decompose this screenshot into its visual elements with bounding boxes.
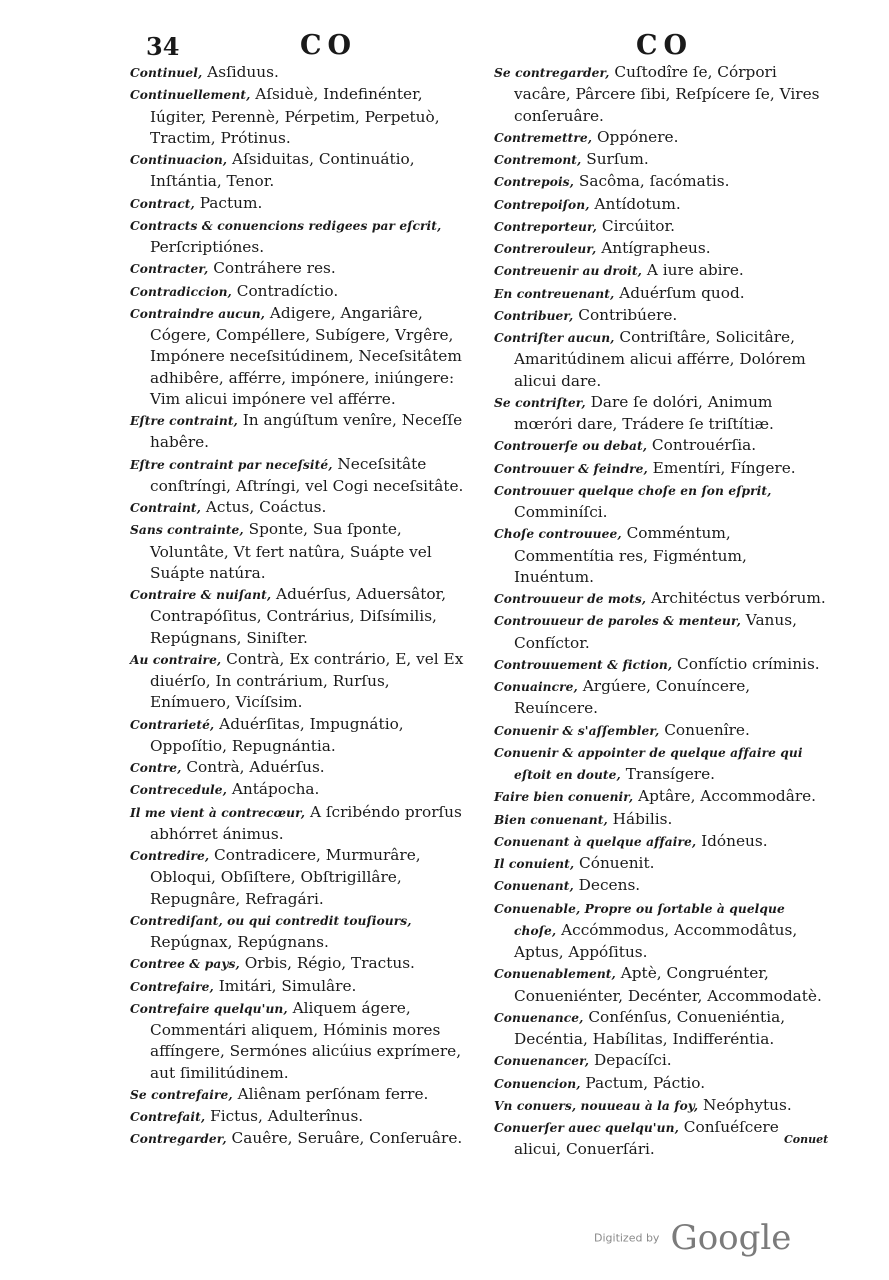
digitized-by-label: Digitized by — [594, 1231, 660, 1245]
entry-definition: Aſsiduè, Indefinénter, Iúgiter, Perennè, Pérpetim, Perpetuò, Tractim, Prótinus. — [150, 85, 440, 147]
entry-headword: Se contriſter, — [494, 395, 586, 410]
entry-headword: Contrepoiſon, — [494, 197, 590, 212]
entry-definition: Conſuéſcere alicui, Conuerſári. — [514, 1118, 779, 1159]
entry-headword: Conuenant à quelque affaire, — [494, 834, 697, 849]
dictionary-entry — [494, 480, 830, 524]
dictionary-entry — [130, 454, 468, 498]
entry-definition: Antígrapheus. — [596, 239, 711, 257]
entry-definition: Architéctus verbórum. — [646, 589, 826, 607]
entry-definition: Depacíſci. — [589, 1051, 672, 1070]
entry-definition: Aliênam perſónam ferre. — [232, 1084, 429, 1103]
dictionary-entry — [130, 953, 468, 975]
entry-definition: Aptâre, Accommodâre. — [633, 787, 817, 806]
entry-definition: Neceſsitâte conſtríngi, Aſtríngi, vel Cogi neceſsitâte. — [150, 454, 464, 495]
entry-definition: Conſénſus, Conueniéntia, Decéntia, Habílitas, Indifferéntia. — [514, 1007, 786, 1048]
dictionary-entry — [494, 171, 830, 193]
entry-definition: A ſcribéndo prorſus abhórret ánimus. — [150, 802, 462, 843]
dictionary-entry — [130, 410, 468, 454]
entry-definition: Comminíſci. — [514, 503, 608, 521]
entry-headword: Contreporteur, — [494, 219, 597, 234]
entry-headword: Conuenable, Propre ou ſortable à quelque choſe, — [494, 901, 785, 938]
dictionary-entry — [494, 963, 830, 1007]
entry-definition: Pactum. — [194, 193, 263, 212]
dictionary-entry — [494, 898, 830, 964]
entry-definition: Repúgnax, Repúgnans. — [150, 933, 329, 951]
catchword: Conuet — [784, 1133, 829, 1146]
entry-headword: Conuenir & s'aſſembler, — [494, 723, 660, 738]
dictionary-entry — [130, 1128, 468, 1150]
dictionary-entry — [494, 260, 830, 282]
dictionary-entry — [494, 435, 830, 457]
entry-definition: Vanus, Confíctor. — [514, 611, 797, 652]
entry-definition: Controuérſia. — [647, 436, 757, 455]
entry-definition: Oppónere. — [592, 127, 679, 146]
entry-definition: Ementíri, Fíngere. — [647, 458, 796, 477]
entry-headword: Contrediſant, ou qui contredit touſiours, — [130, 913, 412, 928]
entry-headword: Contremettre, — [494, 130, 593, 145]
dictionary-entry — [130, 303, 468, 410]
dictionary-entry — [130, 584, 468, 649]
entry-definition: Decens. — [573, 876, 641, 895]
dictionary-entry — [494, 305, 830, 327]
entry-headword: Conuenance, — [494, 1010, 584, 1025]
entry-definition: Contrà, Ex contrário, E, vel Ex diuérſo, In contrárium, Rurſus, Enímuero, Vicíſsim. — [150, 649, 464, 712]
dictionary-entry — [494, 853, 830, 875]
entry-headword: En contreuenant, — [494, 286, 615, 301]
entry-headword: Contrepois, — [494, 175, 574, 190]
dictionary-entry — [494, 1095, 830, 1117]
entry-headword: Contraint, — [130, 501, 202, 515]
google-logo: Google — [670, 1218, 792, 1258]
entry-definition: Accómmodus, Accommodâtus, Aptus, Appóſitus. — [514, 920, 798, 961]
entry-headword: Contrefait, — [130, 1110, 206, 1124]
dictionary-entry — [494, 523, 830, 588]
dictionary-entry — [130, 714, 468, 758]
entry-definition: Neóphytus. — [698, 1095, 792, 1114]
digitization-watermark — [594, 1218, 791, 1258]
entry-headword: Contract, — [130, 196, 195, 211]
entry-definition: Adigere, Angariâre, Cógere, Compéllere, Subígere, Vrgêre, Impónere neceſsitúdinem, Neceſsitâtem adhibêre, afférre, impónere, iniúngere: Vim alicui impónere vel afférre. — [150, 303, 462, 408]
entry-headword: Conuenancer, — [494, 1054, 590, 1069]
dictionary-entry — [494, 654, 830, 676]
dictionary-entry — [494, 62, 830, 127]
dictionary-entry — [494, 786, 830, 808]
dictionary-entry — [130, 519, 468, 584]
entry-headword: Se contregarder, — [494, 66, 610, 80]
dictionary-entry — [494, 742, 830, 787]
entry-definition: Aſsiduitas, Continuátio, Inſtántia, Tenor. — [150, 150, 415, 191]
entry-headword: Contrefaire quelqu'un, — [130, 1001, 288, 1016]
dictionary-entry — [130, 84, 468, 149]
entry-definition: Circúitor. — [597, 216, 675, 235]
dictionary-entry — [494, 875, 830, 897]
entry-definition: Fictus, Adulterînus. — [205, 1107, 364, 1125]
entry-definition: Cauêre, Seruâre, Conſeruâre. — [226, 1129, 463, 1148]
right-column — [494, 62, 830, 1161]
entry-definition: Contradíctio. — [231, 281, 339, 300]
dictionary-entry — [494, 610, 830, 654]
entry-definition: Contribúere. — [573, 305, 678, 324]
entry-definition: Cónuenit. — [574, 854, 655, 872]
entry-headword: Controuueur de paroles & menteur, — [494, 614, 741, 629]
entry-definition: Contráhere res. — [208, 259, 336, 278]
dictionary-entry — [130, 497, 468, 519]
dictionary-entry — [494, 831, 830, 853]
dictionary-entry — [130, 649, 468, 714]
running-head-right: CO — [636, 30, 694, 61]
dictionary-entry — [494, 720, 830, 742]
entry-headword: Se contrefaire, — [130, 1087, 233, 1102]
entry-headword: Contremont, — [494, 153, 582, 167]
entry-definition: Aduérſus, Aduersâtor, Contrapóſitus, Contrárius, Diſsímilis, Repúgnans, Siniſter. — [150, 585, 447, 647]
entry-headword: Contree & pays, — [130, 957, 240, 972]
entry-headword: Eſtre contraint, — [130, 414, 238, 428]
entry-definition: Transígere. — [620, 765, 716, 783]
entry-headword: Controuueur de mots, — [494, 592, 647, 606]
entry-headword: Contraindre aucun, — [130, 306, 266, 321]
dictionary-entry — [494, 149, 830, 171]
dictionary-entry — [494, 676, 830, 720]
dictionary-entry — [494, 216, 830, 238]
entry-definition: Dare ſe dolóri, Animum mœróri dare, Trádere ſe triſtítiæ. — [514, 392, 774, 433]
entry-definition: Comméntum, Commentítia res, Figméntum, Inuéntum. — [514, 524, 747, 586]
dictionary-entry — [494, 283, 830, 305]
entry-headword: Sans contrainte, — [130, 523, 244, 538]
entry-headword: Il conuient, — [494, 857, 575, 871]
entry-definition: Antídotum. — [589, 194, 681, 213]
entry-definition: Hábilis. — [607, 809, 673, 828]
entry-definition: Aduérſum quod. — [614, 283, 745, 302]
running-head-left: CO — [300, 30, 358, 61]
entry-headword: Bien conuenant, — [494, 812, 608, 827]
entry-definition: Contradicere, Murmurâre, Obloqui, Obſiſtere, Obſtrigillâre, Repugnâre, Refragári. — [150, 846, 421, 908]
dictionary-entry — [494, 1050, 830, 1072]
entry-headword: Controuuer & feindre, — [494, 461, 648, 476]
entry-headword: Contrefaire, — [130, 979, 214, 994]
entry-headword: Vn conuers, nouueau à la foy, — [494, 1098, 699, 1113]
entry-headword: Contracts & conuencions redigees par eſcrit, — [130, 218, 442, 233]
entry-definition: Orbis, Régio, Tractus. — [239, 954, 415, 973]
entry-definition: Aliquem ágere, Commentári aliquem, Hóminis mores affíngere, Sermónes alicúius exprímere, aut ſimilitúdinem. — [150, 998, 462, 1082]
dictionary-entry — [494, 1117, 830, 1161]
dictionary-entry — [494, 458, 830, 480]
dictionary-entry — [494, 1073, 830, 1095]
entry-definition: Surſum. — [581, 150, 649, 168]
entry-headword: Contregarder, — [130, 1132, 227, 1147]
page-number: 34 — [146, 32, 180, 61]
entry-definition: Contrà, Aduérſus. — [181, 758, 325, 776]
dictionary-entry — [494, 588, 830, 610]
entry-headword: Conuencion, — [494, 1076, 581, 1091]
dictionary-entry — [130, 62, 468, 84]
entry-headword: Contriſter aucun, — [494, 331, 615, 345]
dictionary-entry — [494, 194, 830, 216]
entry-headword: Contribuer, — [494, 308, 574, 323]
entry-definition: Sacôma, ſacómatis. — [573, 172, 730, 191]
entry-headword: Conuenant, — [494, 879, 574, 894]
dictionary-entry — [130, 1106, 468, 1128]
entry-headword: Contrecedule, — [130, 783, 227, 798]
dictionary-entry — [494, 238, 830, 260]
entry-definition: Confíctio críminis. — [672, 654, 820, 673]
entry-headword: Contrarieté, — [130, 717, 215, 732]
entry-definition: Aduérſitas, Impugnátio, Oppoſítio, Repugnántia. — [150, 714, 404, 755]
dictionary-entry — [494, 1007, 830, 1051]
dictionary-entry — [130, 998, 468, 1084]
dictionary-entry — [494, 809, 830, 831]
dictionary-entry — [130, 281, 468, 303]
entry-definition: Sponte, Sua ſponte, Voluntâte, Vt fert natûra, Suápte vel Suápte natúra. — [150, 520, 432, 582]
entry-headword: Conuerſer auec quelqu'un, — [494, 1121, 679, 1135]
entry-headword: Eſtre contraint par neceſsité, — [130, 457, 333, 472]
entry-headword: Continuellement, — [130, 88, 251, 103]
dictionary-entry — [130, 802, 468, 846]
dictionary-entry — [130, 1084, 468, 1106]
entry-headword: Au contraire, — [130, 652, 222, 667]
dictionary-entry — [130, 845, 468, 910]
dictionary-entry — [130, 757, 468, 779]
entry-definition: Conuenîre. — [659, 720, 750, 739]
entry-headword: Controuuer quelque choſe en ſon eſprit, — [494, 483, 772, 498]
entry-definition: Perſcriptiónes. — [150, 238, 265, 256]
dictionary-entry — [494, 327, 830, 392]
entry-definition: Pactum, Páctio. — [580, 1073, 706, 1092]
entry-definition: Imitári, Simulâre. — [213, 976, 357, 995]
entry-definition: Antápocha. — [226, 780, 320, 799]
entry-definition: Cuſtodîre ſe, Córpori vacâre, Pârcere ſibi, Reſpícere ſe, Vires conſeruâre. — [514, 63, 820, 125]
dictionary-entry — [130, 149, 468, 193]
dictionary-entry — [130, 779, 468, 801]
entry-headword: Choſe controuuee, — [494, 527, 622, 542]
entry-definition: Argúere, Conuíncere, Reuíncere. — [514, 677, 751, 718]
dictionary-entry — [130, 215, 468, 259]
entry-definition: Actus, Coáctus. — [201, 498, 327, 516]
entry-headword: Contrerouleur, — [494, 242, 597, 256]
entry-headword: Contracter, — [130, 262, 209, 277]
entry-definition: Aptè, Congruénter, Conueniénter, Decénter, Accommodatè. — [514, 964, 822, 1005]
entry-headword: Contredire, — [130, 849, 210, 863]
entry-headword: Contradiccion, — [130, 284, 232, 299]
dictionary-entry — [494, 127, 830, 149]
entry-definition: Idóneus. — [696, 831, 768, 850]
entry-definition: In angúſtum venîre, Neceſſe habêre. — [150, 411, 463, 452]
entry-headword: Continuacion, — [130, 153, 228, 167]
entry-headword: Contre, — [130, 761, 182, 775]
dictionary-entry — [130, 976, 468, 998]
dictionary-entry — [130, 910, 468, 954]
entry-headword: Il me vient à contrecœur, — [130, 805, 306, 820]
entry-headword: Conuenir & appointer de quelque affaire qui eſtoit en doute, — [494, 745, 803, 782]
entry-headword: Conuaincre, — [494, 680, 578, 694]
dictionary-entry — [494, 392, 830, 436]
entry-headword: Controuuement & fiction, — [494, 657, 673, 672]
entry-headword: Continuel, — [130, 66, 203, 80]
left-column — [130, 62, 468, 1151]
dictionary-entry — [130, 258, 468, 280]
entry-headword: Faire bien conuenir, — [494, 790, 634, 805]
entry-definition: Contriſtâre, Solicitâre, Amaritúdinem alicui afférre, Dolórem alicui dare. — [514, 328, 806, 390]
entry-headword: Contraire & nuiſant, — [130, 588, 272, 602]
entry-definition: Asſiduus. — [202, 63, 279, 81]
entry-definition: A iure abire. — [641, 261, 744, 280]
entry-headword: Conuenablement, — [494, 967, 616, 982]
entry-headword: Contreuenir au droit, — [494, 264, 642, 279]
entry-headword: Controuerſe ou debat, — [494, 439, 648, 454]
dictionary-entry — [130, 193, 468, 215]
